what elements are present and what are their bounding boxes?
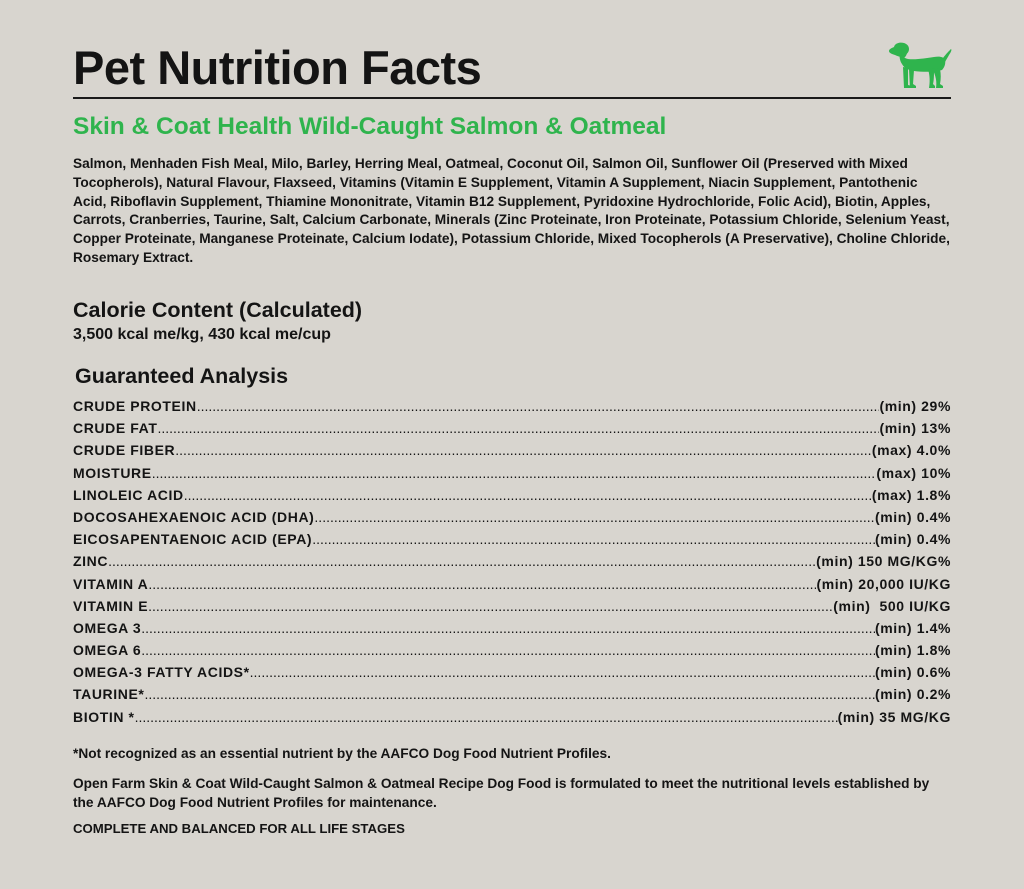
nutrient-name: OMEGA 6 [73, 642, 142, 659]
analysis-row [73, 661, 951, 683]
nutrient-name: CRUDE FIBER [73, 442, 176, 459]
analysis-row [73, 417, 951, 439]
leader-dots [148, 573, 816, 595]
ingredients-list: Salmon, Menhaden Fish Meal, Milo, Barley, Herring Meal, Oatmeal, Coconut Oil, Salmon Oil, Sunflower Oil (Preserved with Mixed Tocopherols), Natural Flavour, Flaxseed, Vitamins (Vitamin E Supplement, Vitamin A Supplement, Niacin Supplement, Pantothenic Acid, Riboflavin Supplement, Thiamine Mononitrate, Vitamin B12 Supplement, Pyridoxine Hydrochloride, Folic Acid), Biotin, Apples, Carrots, Cranberries, Taurine, Salt, Calcium Carbonate, Minerals (Zinc Proteinate, Iron Proteinate, Potassium Chloride, Selenium Yeast, Copper Proteinate, Manganese Proteinate, Calcium Iodate), Potassium Chloride, Mixed Tocopherols (A Preservative), Choline Chloride, Rosemary Extract. [73, 156, 950, 265]
analysis-heading: Guaranteed Analysis [75, 364, 289, 388]
nutrient-name: VITAMIN E [73, 597, 149, 614]
nutrient-value: (max) 1.8% [871, 486, 951, 503]
analysis-row [73, 484, 951, 506]
nutrient-name: VITAMIN A [73, 575, 149, 592]
calorie-value: 3,500 kcal me/kg, 430 kcal me/cup [73, 326, 331, 343]
analysis-row [73, 462, 951, 484]
leader-dots [108, 550, 816, 572]
page-title: Pet Nutrition Facts [73, 41, 482, 94]
leader-dots [312, 528, 875, 550]
leader-dots [141, 639, 875, 661]
nutrient-value: (min) 13% [879, 420, 951, 437]
leader-dots [184, 484, 872, 506]
life-stage-statement: COMPLETE AND BALANCED FOR ALL LIFE STAGES [73, 821, 405, 836]
analysis-row [73, 573, 951, 595]
nutrient-name: CRUDE FAT [73, 420, 158, 437]
analysis-row [73, 439, 951, 461]
nutrient-value: (min) 0.4% [874, 531, 951, 548]
analysis-row [73, 528, 951, 550]
leader-dots [141, 617, 875, 639]
nutrient-value: (min) 0.6% [874, 664, 951, 681]
leader-dots [157, 417, 879, 439]
nutrient-name: TAURINE* [73, 686, 145, 703]
nutrient-value: (min) 29% [879, 398, 951, 414]
nutrient-value: (min) 1.8% [874, 642, 951, 659]
nutrient-name: MOISTURE [73, 464, 152, 481]
aafco-statement: Open Farm Skin & Coat Wild-Caught Salmon & Oatmeal Recipe Dog Food is formulated to meet the nutritional levels established by the AAFCO Dog Food Nutrient Profiles for maintenance. [73, 776, 930, 810]
nutrient-value: (min) 0.4% [874, 508, 951, 525]
nutrient-value: (min) 150 MG/KG% [816, 553, 951, 570]
nutrient-name: CRUDE PROTEIN [73, 398, 197, 414]
analysis-row [73, 595, 951, 617]
leader-dots [152, 462, 877, 484]
analysis-row [73, 706, 951, 728]
analysis-row [73, 506, 951, 528]
leader-dots [250, 661, 875, 683]
leader-dots [148, 595, 833, 617]
product-name: Skin & Coat Health Wild-Caught Salmon & Oatmeal [73, 113, 667, 140]
leader-dots [175, 439, 872, 461]
leader-dots [135, 706, 838, 728]
nutrient-value: (min) 35 MG/KG [837, 708, 951, 725]
nutrient-name: BIOTIN * [73, 708, 135, 725]
analysis-row [73, 617, 951, 639]
nutrient-name: ZINC [73, 553, 109, 570]
analysis-row [73, 683, 951, 705]
nutrient-name: DOCOSAHEXAENOIC ACID (DHA) [73, 508, 315, 525]
nutrient-name: OMEGA-3 FATTY ACIDS* [73, 664, 250, 681]
nutrient-name: OMEGA 3 [73, 619, 142, 636]
nutrient-value: (min) 500 IU/KG [833, 597, 951, 614]
analysis-row [73, 395, 951, 417]
nutrient-name: LINOLEIC ACID [73, 486, 184, 503]
leader-dots [197, 395, 880, 417]
nutrient-value: (min) 20,000 IU/KG [816, 575, 951, 592]
nutrient-value: (min) 1.4% [874, 619, 951, 636]
title-divider [73, 97, 951, 99]
leader-dots [144, 683, 875, 705]
nutrient-name: EICOSAPENTAENOIC ACID (EPA) [73, 531, 313, 548]
leader-dots [314, 506, 875, 528]
analysis-table [73, 395, 951, 728]
nutrient-value: (max) 4.0% [871, 442, 951, 459]
calorie-heading: Calorie Content (Calculated) [73, 298, 363, 322]
analysis-row [73, 550, 951, 572]
dog-icon [888, 41, 952, 89]
nutrient-value: (max) 10% [876, 464, 951, 481]
nutrient-value: (min) 0.2% [874, 686, 951, 703]
aafco-footnote: *Not recognized as an essential nutrient by the AAFCO Dog Food Nutrient Profiles. [73, 746, 611, 761]
analysis-row [73, 639, 951, 661]
